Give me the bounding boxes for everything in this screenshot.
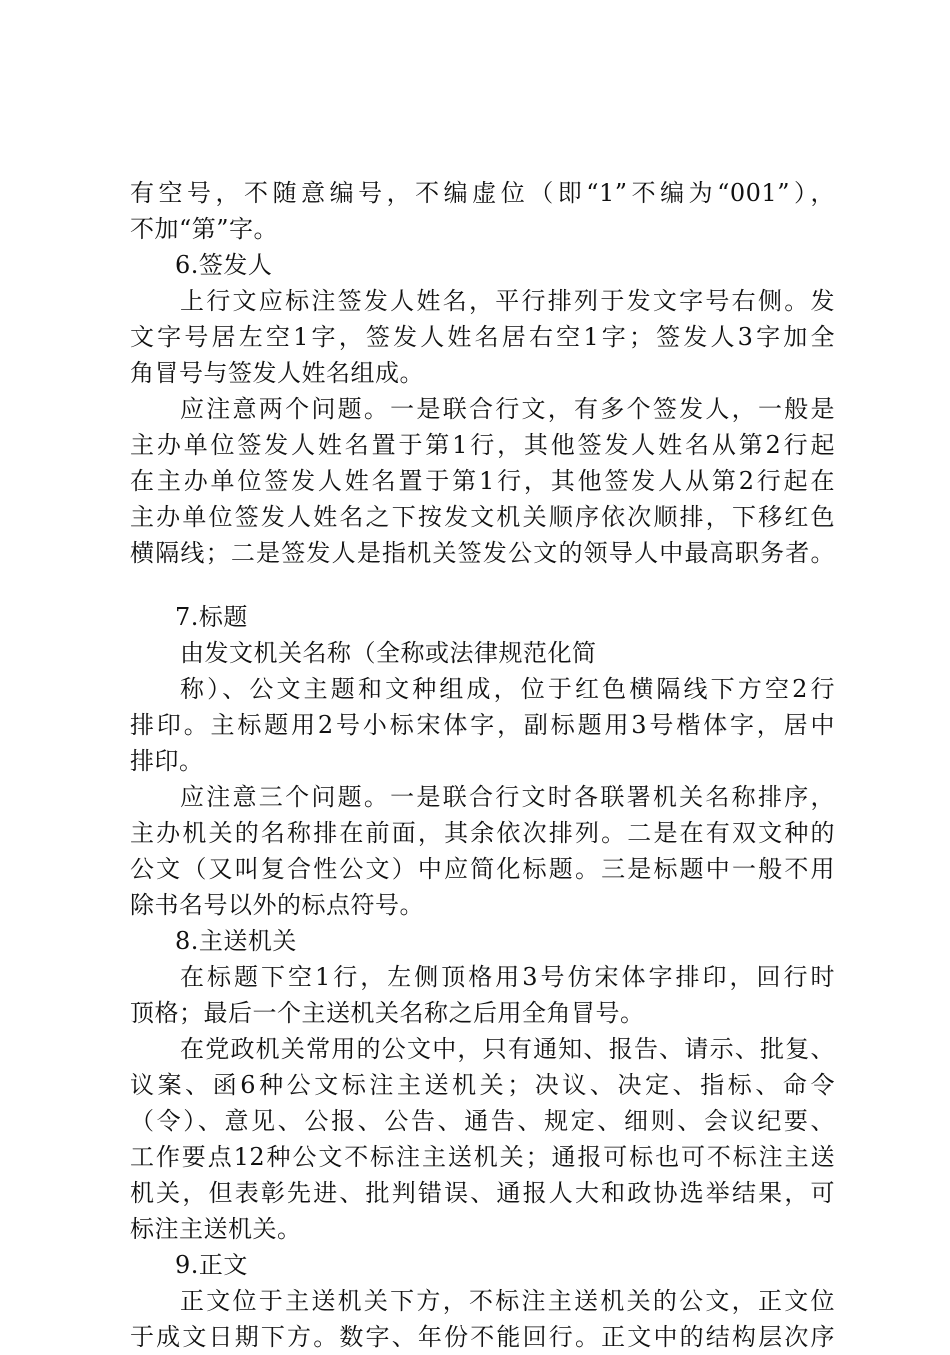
text-line: 标注主送机关。 — [130, 1215, 302, 1243]
text-line: 主办单位签发人姓名之下按发文机关顺序依次顺排，下移红色 — [130, 503, 835, 531]
text-line: 有空号，不随意编号，不编虚位（即“1”不编为“001”）， — [130, 179, 835, 207]
text-line: 正文位于主送机关下方，不标注主送机关的公文，正文位 — [180, 1287, 835, 1315]
text-line: 在主办单位签发人姓名置于第1行，其他签发人从第2行起在 — [130, 467, 835, 495]
text-line: （令）、意见、公报、公告、通告、规定、细则、会议纪要、 — [130, 1107, 835, 1135]
text-line: 称）、公文主题和文种组成，位于红色横隔线下方空2行 — [180, 675, 835, 703]
text-line: 主办单位签发人姓名置于第1行，其他签发人姓名从第2行起 — [130, 431, 835, 459]
text-line: 排印。主标题用2号小标宋体字，副标题用3号楷体字，居中 — [130, 711, 835, 739]
section-heading-6: 6.签发人 — [175, 251, 273, 279]
section-heading-8: 8.主送机关 — [175, 927, 297, 955]
text-line: 角冒号与签发人姓名组成。 — [130, 359, 424, 387]
text-line: 应注意三个问题。一是联合行文时各联署机关名称排序， — [180, 783, 835, 811]
section-heading-9: 9.正文 — [175, 1251, 248, 1279]
text-line: 除书名号以外的标点符号。 — [130, 891, 424, 919]
text-line: 工作要点12种公文不标注主送机关；通报可标也可不标注主送 — [130, 1143, 835, 1171]
text-line: 议案、函6种公文标注主送机关；决议、决定、指标、命令 — [130, 1071, 835, 1099]
text-line: 不加“第”字。 — [130, 215, 279, 243]
text-line: 于成文日期下方。数字、年份不能回行。正文中的结构层次序 — [130, 1323, 835, 1351]
text-line: 文字号居左空1字，签发人姓名居右空1字；签发人3字加全 — [130, 323, 835, 351]
section-heading-7: 7.标题 — [175, 603, 248, 631]
text-line: 在党政机关常用的公文中，只有通知、报告、请示、批复、 — [180, 1035, 835, 1063]
text-line: 排印。 — [130, 747, 204, 775]
text-line: 由发文机关名称（全称或法律规范化简 — [180, 639, 597, 667]
text-line: 主办机关的名称排在前面，其余依次排列。二是在有双文种的 — [130, 819, 835, 847]
text-line: 公文（又叫复合性公文）中应简化标题。三是标题中一般不用 — [130, 855, 835, 883]
text-line: 顶格；最后一个主送机关名称之后用全角冒号。 — [130, 999, 645, 1027]
text-line: 在标题下空1行，左侧顶格用3号仿宋体字排印，回行时 — [180, 963, 835, 991]
text-line: 上行文应标注签发人姓名，平行排列于发文字号右侧。发 — [180, 287, 835, 315]
text-line: 机关，但表彰先进、批判错误、通报人大和政协选举结果，可 — [130, 1179, 835, 1207]
text-line: 横隔线；二是签发人是指机关签发公文的领导人中最高职务者。 — [130, 539, 835, 567]
text-line: 应注意两个问题。一是联合行文，有多个签发人，一般是 — [180, 395, 835, 423]
